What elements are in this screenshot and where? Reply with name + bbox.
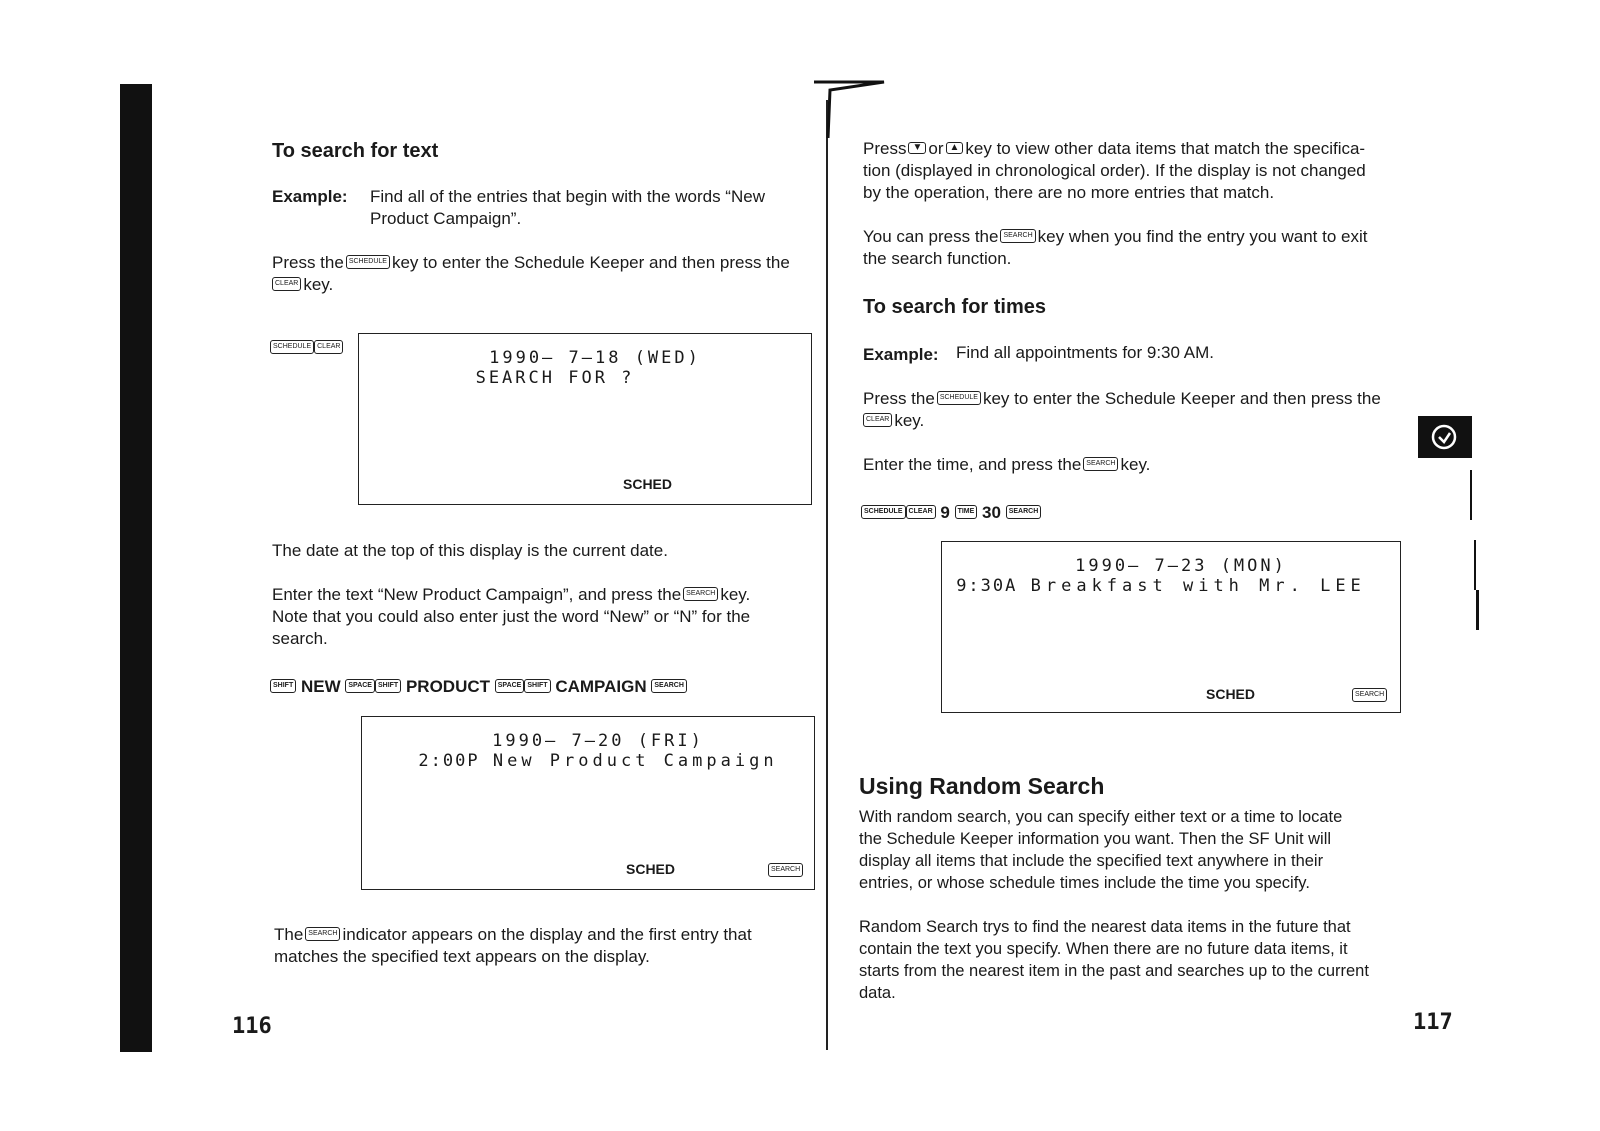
schedule-key-icon: SCHEDULE <box>861 505 906 519</box>
search-key-icon: SEARCH <box>305 927 340 941</box>
corner-mark <box>810 80 890 140</box>
display-date: 1990— 7—20 (FRI) <box>492 731 704 751</box>
random-search-paragraph: With random search, you can specify either text or a time to locate the Schedule Keeper information you want. Then the SF Unit will display all items that include the specified text anywhere in their entries, or whose schedule times include the time you specify. <box>859 808 1343 892</box>
search-indicator-icon: SEARCH <box>1352 688 1387 702</box>
time-key-icon: TIME <box>955 505 978 519</box>
search-key-icon: SEARCH <box>683 587 718 601</box>
right-edge-mark <box>1476 590 1479 630</box>
clear-key-icon: CLEAR <box>272 277 301 291</box>
page-number: 116 <box>232 1014 272 1039</box>
search-key-icon: SEARCH <box>1000 229 1035 243</box>
lcd-display <box>358 333 812 505</box>
random-search-paragraph: Random Search trys to find the nearest data items in the future that contain the text you specify. When there are no future data items, it starts from the nearest item in the past and searches up to the current data. <box>859 918 1369 1002</box>
example-text: Find all of the entries that begin with the words “New <box>370 187 765 206</box>
instruction-paragraph: Enter the time, and press the SEARCH key. <box>863 455 1151 474</box>
example-text: Find all appointments for 9:30 AM. <box>956 343 1214 362</box>
instruction-paragraph: matches the specified text appears on the display. <box>274 947 650 966</box>
schedule-key-icon: SCHEDULE <box>346 255 390 269</box>
lcd-display <box>941 541 1401 713</box>
down-arrow-key-icon: ▼ <box>908 142 926 154</box>
chapter-tab <box>1418 416 1472 458</box>
date-note: The date at the top of this display is the current date. <box>272 541 668 560</box>
lcd-display <box>361 716 815 890</box>
search-key-icon: SEARCH <box>1006 505 1042 519</box>
display-date: 1990— 7—23 (MON) <box>1075 556 1287 576</box>
schedule-key-icon: SCHEDULE <box>937 391 981 405</box>
page-number: 117 <box>1413 1010 1453 1035</box>
shift-key-icon: SHIFT <box>524 679 550 693</box>
instruction-paragraph: You can press the SEARCH key when you find the entry you want to exit <box>863 227 1368 246</box>
instruction-paragraph: by the operation, there are no more entries that match. <box>863 183 1275 202</box>
instruction-paragraph: search. <box>272 629 328 648</box>
clear-key-icon: CLEAR <box>906 505 936 519</box>
section-heading-time-search: To search for times <box>863 296 1047 318</box>
right-edge-mark <box>1470 470 1472 520</box>
space-key-icon: SPACE <box>495 679 525 693</box>
instruction-paragraph: CLEAR key. <box>272 274 333 296</box>
clear-key-icon: CLEAR <box>314 340 343 354</box>
left-binding-bar <box>120 84 152 1052</box>
example-label: Example: <box>863 345 939 364</box>
instruction-paragraph: CLEAR key. <box>863 410 924 432</box>
right-edge-mark <box>1474 540 1476 590</box>
instruction-paragraph: Enter the text “New Product Campaign”, and press the SEARCH key. <box>272 585 751 604</box>
space-key-icon: SPACE <box>345 679 375 693</box>
key-sequence: SCHEDULE CLEAR 9 TIME 30 SEARCH <box>861 503 1041 523</box>
instruction-paragraph: The SEARCH indicator appears on the display and the first entry that <box>274 925 752 944</box>
example-label: Example: <box>272 187 348 206</box>
section-heading-random-search: Using Random Search <box>859 773 1105 799</box>
instruction-paragraph: tion (displayed in chronological order). If the display is not changed <box>863 161 1366 180</box>
clock-tab-icon <box>1418 416 1472 458</box>
center-fold-line <box>826 100 828 1050</box>
instruction-paragraph: Press the SCHEDULE key to enter the Schedule Keeper and then press the <box>272 253 790 272</box>
key-sequence: SHIFT NEW SPACE SHIFT PRODUCT SPACE SHIFT CAMPAIGN SEARCH <box>270 677 687 697</box>
instruction-paragraph: Press the SCHEDULE key to enter the Schedule Keeper and then press the <box>863 389 1381 408</box>
instruction-paragraph: Press ▼ or ▲ key to view other data items that match the specifica- <box>863 139 1366 158</box>
key-sequence <box>270 340 343 358</box>
up-arrow-key-icon: ▲ <box>946 142 964 154</box>
instruction-paragraph: Note that you could also enter just the word “New” or “N” for the <box>272 607 751 626</box>
example-text: Product Campaign”. <box>370 209 522 228</box>
display-entry: 2:00P New Product Campaign <box>418 751 778 771</box>
shift-key-icon: SHIFT <box>270 679 296 693</box>
search-key-icon: SEARCH <box>1083 457 1118 471</box>
search-key-icon: SEARCH <box>651 679 687 693</box>
sched-indicator: SCHED <box>623 476 673 492</box>
instruction-paragraph: the search function. <box>863 249 1012 268</box>
shift-key-icon: SHIFT <box>375 679 401 693</box>
search-indicator-icon: SEARCH <box>768 863 803 877</box>
display-entry: 9:30A Breakfast with Mr. LEE <box>956 576 1366 596</box>
display-date: 1990— 7—18 (WED) <box>489 348 701 368</box>
section-heading-text-search: To search for text <box>272 140 439 162</box>
sched-indicator: SCHED <box>1206 686 1256 702</box>
schedule-key-icon: SCHEDULE <box>270 340 314 354</box>
sched-indicator: SCHED <box>626 861 676 877</box>
clear-key-icon: CLEAR <box>863 413 892 427</box>
display-prompt: SEARCH FOR ? <box>475 368 635 388</box>
